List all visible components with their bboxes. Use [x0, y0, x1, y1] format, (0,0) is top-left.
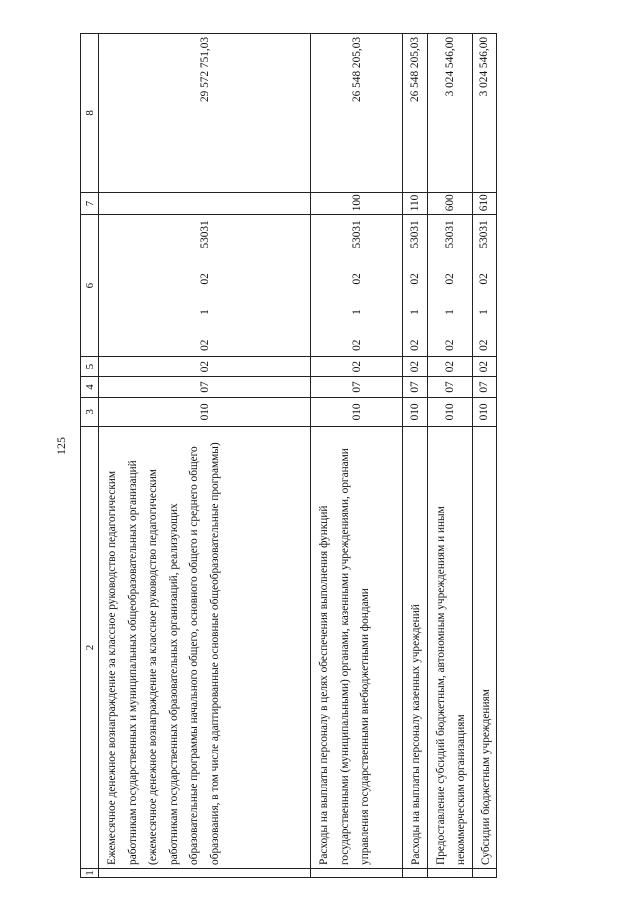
table-body [81, 34, 497, 878]
cell-col1 [472, 868, 497, 877]
target-article-parts [351, 218, 363, 353]
budget-table [80, 33, 497, 878]
cell-subsection: 02 [403, 356, 428, 376]
target-article-part: 53031 [350, 220, 363, 249]
cell-subsection: 02 [472, 356, 497, 376]
cell-amount: 3 024 546,00 [472, 34, 497, 193]
target-article-parts [409, 218, 421, 353]
cell-description: Расходы на выплаты персоналу казенных учреждений [403, 427, 428, 869]
header-row [81, 34, 99, 878]
cell-col1 [427, 868, 472, 877]
table-row [99, 34, 311, 878]
target-article-part: 02 [443, 273, 456, 285]
target-article-part: 02 [198, 339, 211, 351]
target-article-part: 02 [350, 273, 363, 285]
target-article-part: 02 [478, 339, 491, 351]
table-row [427, 34, 472, 878]
cell-grbs: 010 [403, 397, 428, 426]
target-article-part: 53031 [478, 220, 491, 249]
target-article-part: 02 [478, 273, 491, 285]
cell-target-article [403, 215, 428, 357]
cell-description: Расходы на выплаты персоналу в целях обеспечения выполнения функций государственными (муниципальными) органами, казенными учреждениями, органами управления государственными внебюджетными фондами [311, 427, 403, 869]
header-cell-2: 2 [81, 427, 99, 869]
cell-description: Ежемесячное денежное вознаграждение за классное руководство педагогическим работникам государственных и муниципальных общеобразовательных организаций (ежемесячное денежное вознаграждение за классное руководство педагогическим работникам государственных образовательных организаций, реализующих образовательные программы начального общего, основного общего и среднего общего образования, в том числе адаптированные основные общеобразовательные программы) [99, 427, 311, 869]
cell-subsection: 02 [427, 356, 472, 376]
target-article-part: 1 [198, 309, 211, 315]
cell-amount: 29 572 751,03 [99, 34, 311, 193]
target-article-part: 1 [478, 309, 491, 315]
cell-amount: 3 024 546,00 [427, 34, 472, 193]
cell-subsection: 02 [311, 356, 403, 376]
cell-target-article [427, 215, 472, 357]
header-cell-3: 3 [81, 397, 99, 426]
table-holder [80, 33, 492, 878]
table-row [472, 34, 497, 878]
cell-target-article [99, 215, 311, 357]
target-article-part: 02 [198, 273, 211, 285]
cell-amount: 26 548 205,03 [311, 34, 403, 193]
target-article-part: 1 [350, 309, 363, 315]
target-article-parts [478, 218, 490, 353]
cell-section: 07 [427, 377, 472, 397]
cell-expense-type: 100 [311, 192, 403, 215]
cell-grbs: 010 [472, 397, 497, 426]
cell-subsection: 02 [99, 356, 311, 376]
target-article-parts [199, 218, 211, 353]
target-article-part: 1 [408, 309, 421, 315]
target-article-parts [444, 218, 456, 353]
cell-grbs: 010 [99, 397, 311, 426]
cell-expense-type [99, 192, 311, 215]
header-cell-1: 1 [81, 868, 99, 877]
cell-expense-type: 610 [472, 192, 497, 215]
cell-target-article [311, 215, 403, 357]
cell-grbs: 010 [311, 397, 403, 426]
rotated-table [80, 33, 492, 878]
cell-grbs: 010 [427, 397, 472, 426]
target-article-part: 1 [443, 309, 456, 315]
cell-section: 07 [99, 377, 311, 397]
cell-expense-type: 110 [403, 192, 428, 215]
cell-target-article [472, 215, 497, 357]
cell-section: 07 [472, 377, 497, 397]
target-article-part: 02 [443, 339, 456, 351]
table-row [403, 34, 428, 878]
cell-col1 [99, 868, 311, 877]
cell-expense-type: 600 [427, 192, 472, 215]
target-article-part: 02 [350, 339, 363, 351]
header-cell-5: 5 [81, 356, 99, 376]
header-cell-6: 6 [81, 215, 99, 357]
table-row [311, 34, 403, 878]
cell-col1 [403, 868, 428, 877]
cell-section: 07 [403, 377, 428, 397]
cell-amount: 26 548 205,03 [403, 34, 428, 193]
target-article-part: 53031 [408, 220, 421, 249]
cell-section: 07 [311, 377, 403, 397]
header-cell-8: 8 [81, 34, 99, 193]
target-article-part: 53031 [443, 220, 456, 249]
cell-col1 [311, 868, 403, 877]
cell-description: Предоставление субсидий бюджетным, автономным учреждениям и иным некоммерческим организациям [427, 427, 472, 869]
cell-description: Субсидии бюджетным учреждениям [472, 427, 497, 869]
header-cell-7: 7 [81, 192, 99, 215]
header-cell-4: 4 [81, 377, 99, 397]
target-article-part: 02 [408, 273, 421, 285]
target-article-part: 02 [408, 339, 421, 351]
page-number: 125 [54, 437, 68, 455]
target-article-part: 53031 [198, 220, 211, 249]
